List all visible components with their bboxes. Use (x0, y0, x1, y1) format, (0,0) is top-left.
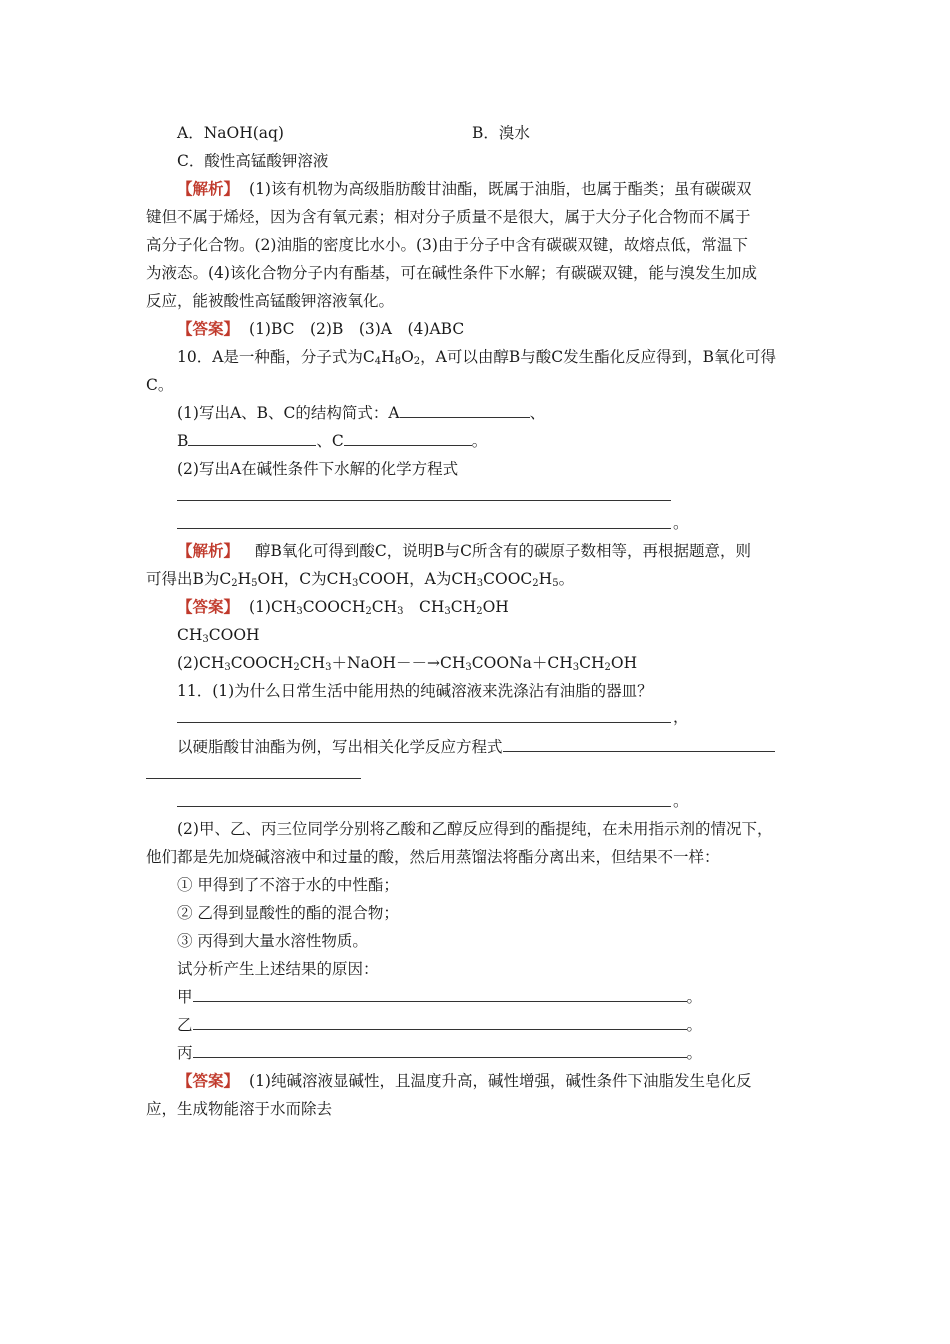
answer-blank-jia[interactable] (193, 987, 687, 1002)
q9-analysis-line-2: 键但不属于烯烃，因为含有氧元素；相对分子质量不是很大，属于大分子化合物而不属于 (146, 208, 751, 226)
period: 。 (673, 514, 689, 532)
answer-blank-yi[interactable] (193, 1015, 687, 1030)
answer-tag: 【答案】 (177, 1071, 240, 1090)
q11-eq-prompt: 以硬脂酸甘油酯为例，写出相关化学反应方程式 (177, 736, 775, 758)
q9-analysis-line-5: 反应，能被酸性高锰酸钾溶液氧化。 (146, 292, 395, 310)
answer-line[interactable] (177, 722, 671, 723)
q10-stem: 10．A是一种酯，分子式为$C_4H_8O_2$，A可以由醇B与酸C发生酯化反应得到，B氧化可得 (177, 348, 776, 367)
answer-blank-eq[interactable] (503, 737, 775, 752)
option-a: A．NaOH(aq) (177, 124, 284, 142)
q11-answer: 【答案】 (1)纯碱溶液显碱性，且温度升高，碱性增强，碱性条件下油脂发生皂化反 (177, 1071, 752, 1090)
q10-analysis-cont: 可得出B为$C_2H_5OH$，C为$CH_3COOH$，A为$CH_3COOC_2H_5$。 (146, 570, 575, 589)
analysis-tag: 【解析】 (177, 179, 240, 198)
analysis-tag: 【解析】 (177, 541, 240, 560)
q11-part2-line-2: 他们都是先加烧碱溶液中和过量的酸，然后用蒸馏法将酯分离出来，但结果不一样： (146, 848, 720, 866)
q9-analysis-line-3: 高分子化合物。(2)油脂的密度比水小。(3)由于分子中含有碳碳双键，故熔点低，常温下 (146, 236, 748, 254)
answer-blank-c[interactable] (344, 431, 472, 446)
q10-analysis: 【解析】 醇B氧化可得到酸C，说明B与C所含有的碳原子数相等，再根据题意，则 (177, 541, 752, 560)
answer-line[interactable] (146, 778, 361, 779)
q11-stem: 11．(1)为什么日常生活中能用热的纯碱溶液来洗涤沾有油脂的器皿？ (177, 682, 653, 700)
q11-yi: 乙 。 (177, 1016, 703, 1034)
answer-line[interactable] (177, 528, 671, 529)
answer-line[interactable] (177, 500, 671, 501)
q11-analyze-prompt: 试分析产生上述结果的原因： (177, 960, 379, 978)
q10-answer: 【答案】 $(1)CH_3COOCH_2CH_3$ $CH_3CH_2OH$ (177, 597, 509, 617)
answer-tag: 【答案】 (177, 319, 240, 338)
answer-blank-b[interactable] (188, 431, 316, 446)
option-c: C．酸性高锰酸钾溶液 (177, 152, 329, 170)
q10-part1: (1)写出A、B、C的结构简式：A 、 (177, 404, 546, 422)
q10-part1-cont: B 、C 。 (177, 432, 488, 450)
q9-analysis-line-1: 【解析】 (1)该有机物为高级脂肪酸甘油酯，既属于油脂，也属于酯类；虽有碳碳双 (177, 179, 752, 198)
q9-analysis-line-4: 为液态。(4)该化合物分子内有酯基，可在碱性条件下水解；有碳碳双键，能与溴发生加成 (146, 264, 757, 282)
q9-answer: 【答案】 (1)BC (2)B (3)A (4)ABC (177, 319, 465, 338)
comma: ， (673, 708, 689, 726)
answer-tag: 【答案】 (177, 597, 240, 616)
q11-result-2: ② 乙得到显酸性的酯的混合物； (177, 904, 399, 922)
period: 。 (673, 792, 689, 810)
q11-answer-cont: 应，生成物能溶于水而除去 (146, 1100, 333, 1118)
q11-result-3: ③ 丙得到大量水溶性物质。 (177, 932, 368, 950)
q11-part2-line-1: (2)甲、乙、丙三位同学分别将乙酸和乙醇反应得到的酯提纯，在未用指示剂的情况下， (177, 820, 773, 838)
q11-bing: 丙 。 (177, 1044, 703, 1062)
option-b: B．溴水 (472, 124, 530, 142)
q11-result-1: ① 甲得到了不溶于水的中性酯； (177, 876, 399, 894)
q10-stem-cont: C。 (146, 376, 174, 394)
q10-answer-eq: $(2)CH_3COOCH_2CH_3+NaOH--\to CH_3COONa+CH_3CH_2OH$ (177, 654, 638, 673)
q10-answer-c: $CH_3COOH$ (177, 626, 260, 645)
answer-line[interactable] (177, 806, 671, 807)
q10-part2: (2)写出A在碱性条件下水解的化学方程式 (177, 460, 459, 478)
answer-blank-a[interactable] (400, 403, 530, 418)
q11-jia: 甲 。 (177, 988, 703, 1006)
answer-blank-bing[interactable] (193, 1043, 687, 1058)
